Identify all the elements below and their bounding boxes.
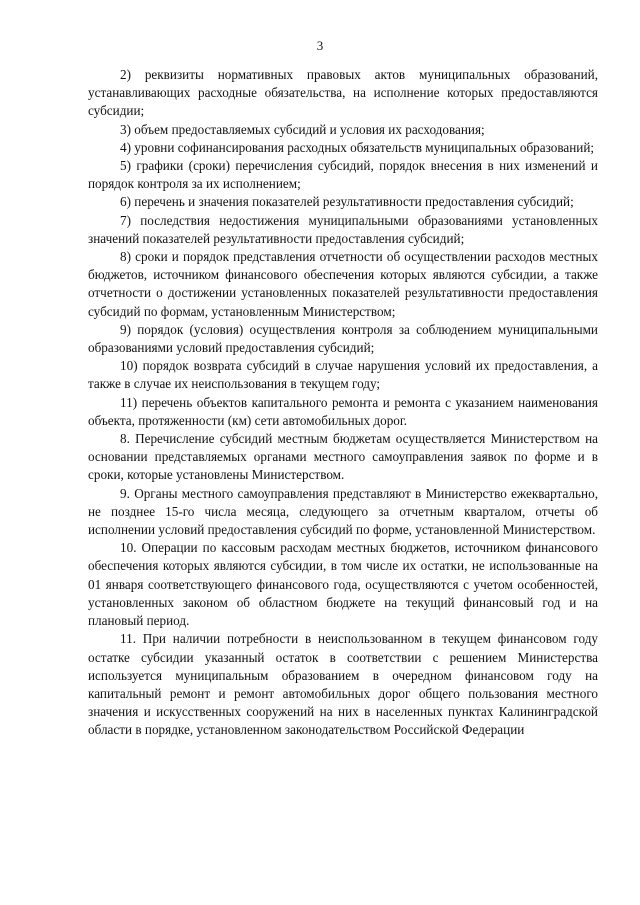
document-body	[88, 66, 598, 740]
paragraph-item-2: 2) реквизиты нормативных правовых актов муниципальных образований, устанавливающих расходные обязательства, на исполнение которых предоставляются субсидии;	[88, 67, 598, 119]
paragraph-item-8: 8) сроки и порядок представления отчетности об осуществлении расходов местных бюджетов, источником финансового обеспечения которых являются субсидии, а также отчетности о достижении установленных показателей результативности предоставления субсидий по формам, установленным Министерством;	[88, 249, 598, 319]
paragraph-item-4: 4) уровни софинансирования расходных обязательств муниципальных образований;	[120, 139, 595, 155]
paragraph-item-10: 10) порядок возврата субсидий в случае нарушения условий их предоставления, а также в случае их неиспользования в текущем году;	[88, 358, 598, 392]
paragraph-section-11: 11. При наличии потребности в неиспользованном в текущем финансовом году остатке субсидии указанный остаток в соответствии с решением Министерства используется муниципальным образованием в очередном финансовом году на капитальный ремонт и ремонт автомобильных дорог общего пользования местного значения и искусственных сооружений на них в населенных пунктах Калининградской области в порядке, установленном законодательством Российской Федерации	[88, 631, 598, 738]
paragraph-item-5: 5) графики (сроки) перечисления субсидий, порядок внесения в них изменений и порядок контроля за их исполнением;	[88, 158, 598, 192]
page-number: 3	[316, 38, 324, 53]
paragraph-section-10: 10. Операции по кассовым расходам местных бюджетов, источником финансового обеспечения которых являются субсидии, в том числе их остатки, не использованные на 01 января соответствующего финансового года, осуществляются с учетом особенностей, установленных законом об областном бюджете на текущий финансовый год и на плановый период.	[88, 540, 598, 629]
paragraph-item-11: 11) перечень объектов капитального ремонта и ремонта с указанием наименования объекта, протяженности (км) сети автомобильных дорог.	[88, 394, 598, 428]
paragraph-section-9: 9. Органы местного самоуправления представляют в Министерство ежеквартально, не позднее 15-го числа месяца, следующего за отчетным кварталом, отчеты об исполнении условий предоставления субсидий по форме, установленной Министерством.	[88, 485, 598, 538]
paragraph-item-9: 9) порядок (условия) осуществления контроля за соблюдением муниципальными образованиями условий предоставления субсидий;	[88, 321, 598, 356]
paragraph-item-6: 6) перечень и значения показателей результативности предоставления субсидий;	[120, 194, 574, 210]
paragraph-section-8: 8. Перечисление субсидий местным бюджетам осуществляется Министерством на основании представляемых органами местного самоуправления заявок по форме и в сроки, которые установлены Министерством.	[88, 431, 598, 483]
paragraph-item-7: 7) последствия недостижения муниципальными образованиями установленных значений показателей результативности предоставления субсидий;	[88, 212, 598, 246]
paragraph-item-3: 3) объем предоставляемых субсидий и условия их расходования;	[120, 121, 485, 137]
